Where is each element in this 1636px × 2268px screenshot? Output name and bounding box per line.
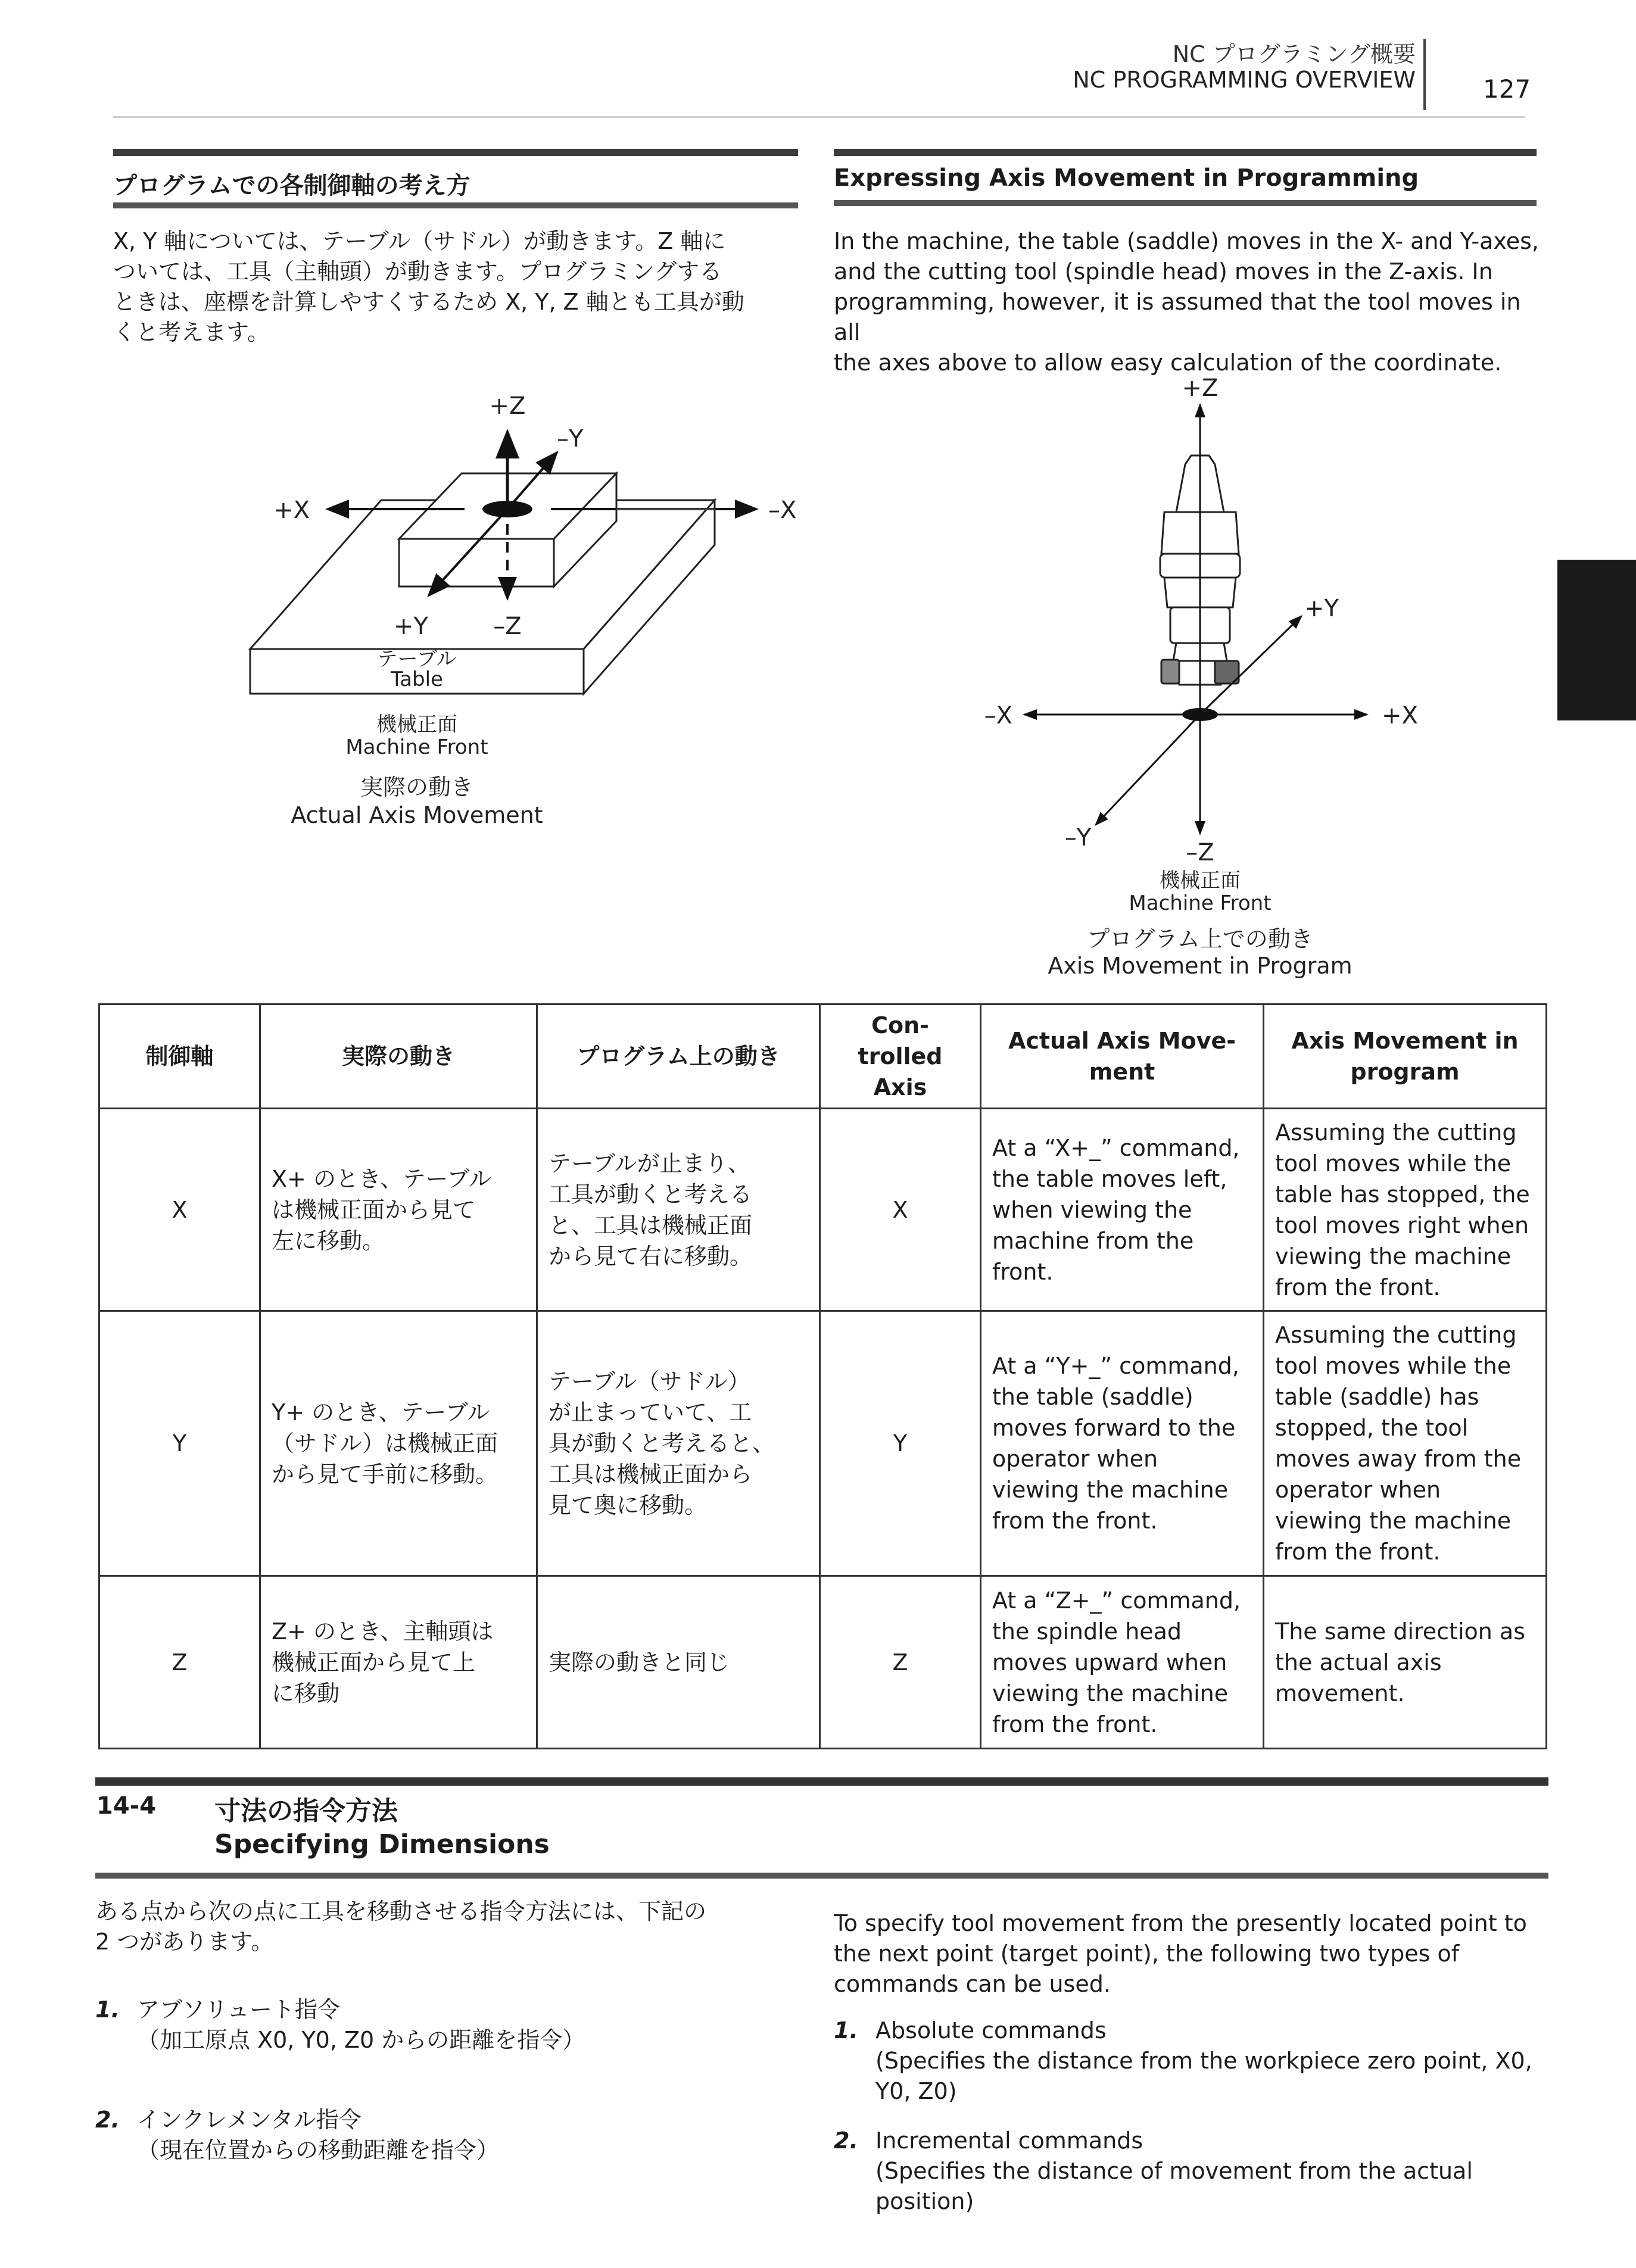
axis-cell: X <box>820 1109 981 1311</box>
actual-jp-cell: Y+ のとき、テーブル （サドル）は機械正面 から見て手前に移動。 <box>260 1311 537 1576</box>
label-front-jp: 機械正面 <box>1160 869 1241 893</box>
caption-jp: プログラム上での動き <box>1087 926 1313 952</box>
axis-cell: Z <box>820 1576 981 1749</box>
label-plus-y: +Y <box>394 613 428 640</box>
label-front-en: Machine Front <box>1129 891 1272 915</box>
label-front-en: Machine Front <box>345 735 488 759</box>
label-plus-x: +X <box>273 497 310 524</box>
caption-jp: 実際の動き <box>360 774 474 800</box>
para-line: ときは、座標を計算しやすくするため X, Y, Z 軸とも工具が動 <box>113 289 744 315</box>
axis-comparison-table <box>98 1003 1547 1749</box>
program-axis-movement-figure <box>0 0 1636 1000</box>
item-title: インクレメンタル指令 <box>137 2107 362 2133</box>
left-item-1 <box>95 1995 798 2055</box>
para-line: To specify tool movement from the presently located point to <box>834 1910 1527 1936</box>
label-table-en: Table <box>391 667 443 691</box>
section-title-en: Specifying Dimensions <box>214 1829 550 1860</box>
para-line: In the machine, the table (saddle) moves in the X- and Y-axes, <box>834 228 1539 254</box>
program-en-cell: Assuming the cutting tool moves while the table (saddle) has stopped, the tool moves away from the operator when viewing the machine from the front. <box>1264 1311 1547 1576</box>
table-header-row <box>99 1004 1547 1109</box>
label-minus-z: –Z <box>1186 839 1214 866</box>
header-cell: Axis Movement in program <box>1264 1004 1547 1109</box>
section-bar-top <box>95 1777 1548 1786</box>
right-item-2 <box>834 2126 1548 2217</box>
actual-en-cell: At a “X+_” command, the table moves left, when viewing the machine from the front. <box>981 1109 1264 1311</box>
actual-en-cell: At a “Y+_” command, the table (saddle) moves forward to the operator when viewing the machine from the front. <box>981 1311 1264 1576</box>
label-plus-y: +Y <box>1304 595 1339 622</box>
axis-cell: X <box>99 1109 260 1311</box>
section-bar-bottom <box>95 1873 1548 1879</box>
item-desc-line: (Specifies the distance of movement from the actual <box>875 2158 1473 2184</box>
item-desc-line: position) <box>875 2188 974 2214</box>
label-front-jp: 機械正面 <box>376 713 457 737</box>
header-cell: 実際の動き <box>260 1004 537 1109</box>
para-line: くと考えます。 <box>113 319 270 345</box>
label-minus-x: –X <box>768 497 797 524</box>
para-line: commands can be used. <box>834 1971 1111 1997</box>
item-number: 2. <box>834 2127 858 2154</box>
header-title-jp: NC プログラミング概要 <box>1172 41 1416 67</box>
axis-cell: Z <box>99 1576 260 1749</box>
para-line: 2 つがあります。 <box>95 1929 274 1955</box>
label-plus-x: +X <box>1382 702 1418 729</box>
header-cell: 制御軸 <box>99 1004 260 1109</box>
para-line: the next point (target point), the following two types of <box>834 1941 1460 1967</box>
table-row <box>99 1311 1547 1576</box>
axis-cell: Y <box>99 1311 260 1576</box>
label-plus-z: +Z <box>489 392 526 420</box>
item-desc-line: Y0, Z0) <box>875 2078 957 2104</box>
para-line: ついては、工具（主軸頭）が動きます。プログラミングする <box>113 258 722 285</box>
program-jp-cell: 実際の動きと同じ <box>537 1576 820 1749</box>
item-title: Absolute commands <box>875 2017 1107 2044</box>
para-line: programming, however, it is assumed that the tool moves in all <box>834 289 1521 345</box>
label-minus-z: –Z <box>493 613 522 640</box>
label-minus-x: –X <box>984 702 1012 729</box>
label-minus-y: –Y <box>1064 824 1092 851</box>
left-intro <box>95 1896 798 1957</box>
header-cell: Con- trolled Axis <box>820 1004 981 1109</box>
caption-en: Axis Movement in Program <box>1048 953 1353 979</box>
right-intro <box>834 1908 1548 1999</box>
header-title-en: NC PROGRAMMING OVERVIEW <box>1073 67 1416 93</box>
actual-jp-cell: Z+ のとき、主軸頭は 機械正面から見て上 に移動 <box>260 1576 537 1749</box>
item-desc-line: (Specifies the distance from the workpiece zero point, X0, <box>875 2048 1532 2074</box>
para-line: X, Y 軸については、テーブル（サドル）が動きます。Z 軸に <box>113 228 726 254</box>
item-title: アブソリュート指令 <box>137 1996 340 2023</box>
page-number: 127 <box>1483 74 1531 104</box>
item-number: 1. <box>834 2017 858 2044</box>
para-line: and the cutting tool (spindle head) moves in the Z-axis. In <box>834 258 1493 285</box>
program-en-cell: The same direction as the actual axis movement. <box>1264 1576 1547 1749</box>
header-cell: Actual Axis Move- ment <box>981 1004 1264 1109</box>
section-number: 14-4 <box>96 1792 157 1820</box>
left-item-2 <box>95 2105 798 2166</box>
right-item-1 <box>834 2016 1548 2107</box>
header-cell: プログラム上の動き <box>537 1004 820 1109</box>
actual-jp-cell: X+ のとき、テーブル は機械正面から見て 左に移動。 <box>260 1109 537 1311</box>
minus-y-arrow <box>1096 715 1200 825</box>
label-minus-y: –Y <box>557 425 584 453</box>
program-jp-cell: テーブルが止まり、 工具が動くと考える と、工具は機械正面 から見て右に移動。 <box>537 1109 820 1311</box>
axis-cell: Y <box>820 1311 981 1576</box>
caption-en: Actual Axis Movement <box>291 802 543 828</box>
para-line: ある点から次の点に工具を移動させる指令方法には、下記の <box>95 1898 707 1924</box>
item-title: Incremental commands <box>875 2127 1143 2154</box>
section-title-jp: 寸法の指令方法 <box>214 1796 398 1826</box>
table-row <box>99 1109 1547 1311</box>
program-en-cell: Assuming the cutting tool moves while the table has stopped, the tool moves right when viewing the machine from the front. <box>1264 1109 1547 1311</box>
para-line: the axes above to allow easy calculation of the coordinate. <box>834 350 1502 376</box>
table-row <box>99 1576 1547 1749</box>
item-desc: （加工原点 X0, Y0, Z0 からの距離を指令） <box>137 2027 585 2053</box>
right-section-title: Expressing Axis Movement in Programming <box>834 164 1419 192</box>
label-plus-z: +Z <box>1182 375 1219 402</box>
item-number: 1. <box>95 1996 120 2023</box>
item-desc: （現在位置からの移動距離を指令） <box>137 2137 500 2163</box>
label-table-jp: テーブル <box>377 647 457 671</box>
item-number: 2. <box>95 2107 120 2133</box>
program-jp-cell: テーブル（サドル） が止まっていて、工 具が動くと考えると、 工具は機械正面から 見て奥に移動。 <box>537 1311 820 1576</box>
actual-en-cell: At a “Z+_” command, the spindle head moves upward when viewing the machine from the front. <box>981 1576 1264 1749</box>
left-section-title: プログラムでの各制御軸の考え方 <box>113 172 470 199</box>
